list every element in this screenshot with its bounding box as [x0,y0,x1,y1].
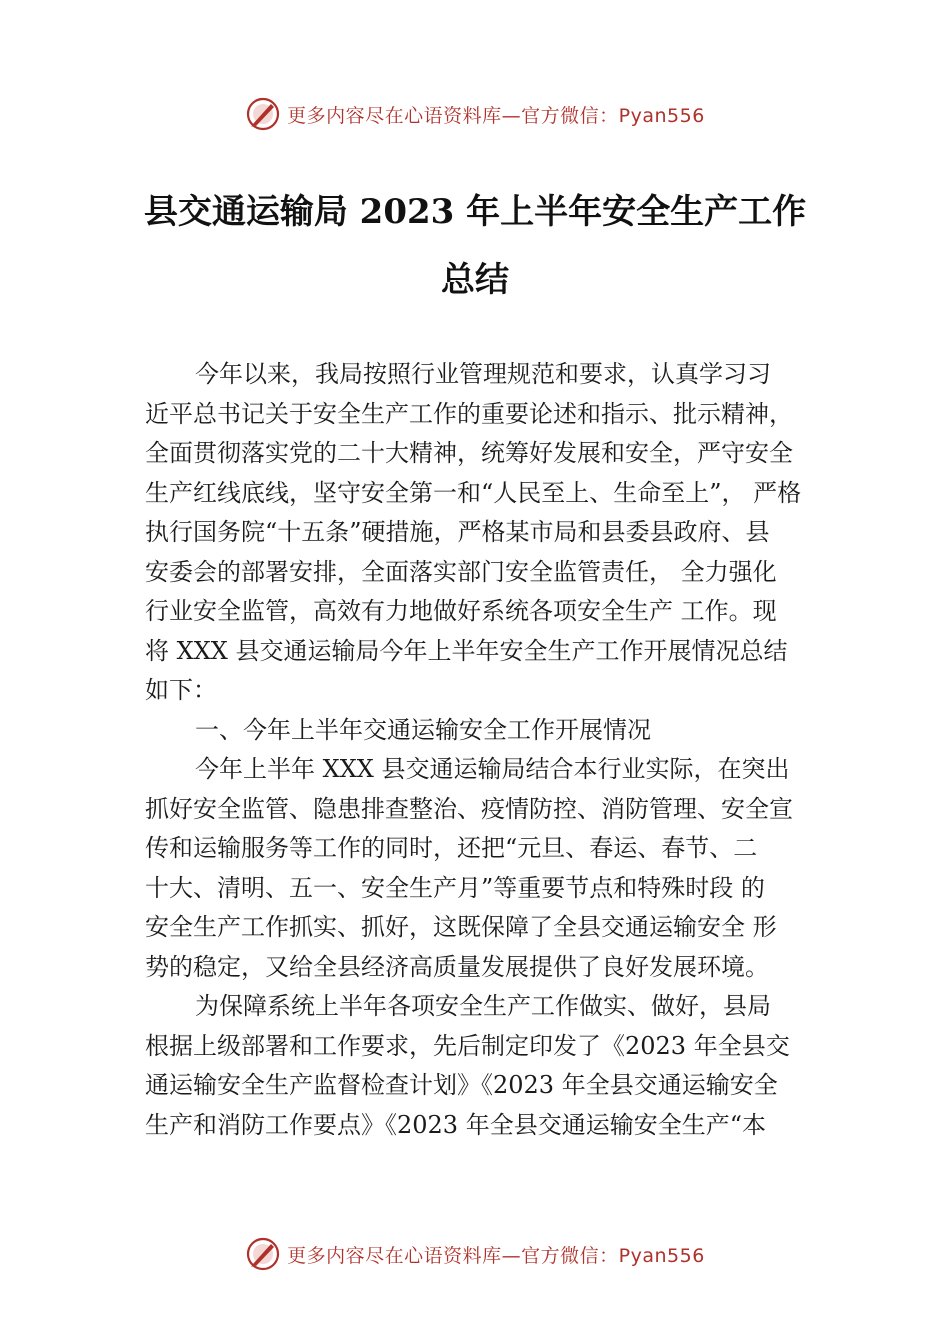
quill-seal-logo-icon [245,96,281,132]
body-line: 势的稳定，又给全县经济高质量发展提供了良好发展环境。 [145,952,769,981]
body-line: 如下： [145,676,217,704]
body-line: 行业安全监管，高效有力地做好系统各项安全生产 工作。现 [145,597,777,625]
title-line-2: 总结 [441,260,509,300]
body-line: 抓好安全监管、隐患排查整治、疫情防控、消防管理、安全宣 [145,794,793,823]
document-title [120,178,830,314]
title-line-1: 县交通运输局 2023 年上半年安全生产工作 [143,192,807,232]
body-line: 安委会的部署安排，全面落实部门安全监管责任， 全力强化 [145,557,777,586]
banner-text: 更多内容尽在心语资料库—官方微信：Pyan556 [287,104,705,127]
body-line: 根据上级部署和工作要求，先后制定印发了《2023 年全县交 [145,1031,790,1060]
body-line: 通运输安全生产监督检查计划》《2023 年全县交通运输安全 [145,1071,778,1099]
body-line: 生产和消防工作要点》《2023 年全县交通运输安全生产“本 [145,1110,766,1139]
body-line: 安全生产工作抓实、抓好，这既保障了全县交通运输安全 形 [145,913,777,941]
body-line: 十大、清明、五一、安全生产月”等重要节点和特殊时段 的 [145,873,765,902]
footer-watermark-banner [0,1232,950,1276]
body-line: 传和运输服务等工作的同时，还把“元旦、春运、春节、二 [145,834,758,862]
body-line: 执行国务院“十五条”硬措施，严格某市局和县委县政府、县 [145,518,770,546]
body-line: 生产红线底线，坚守安全第一和“人民至上、生命至上”， 严格 [145,478,802,507]
body-line: 将 XXX 县交通运输局今年上半年安全生产工作开展情况总结 [145,636,788,665]
document-body [145,355,835,1145]
body-line: 近平总书记关于安全生产工作的重要论述和指示、批示精神， [145,399,793,428]
body-line: 全面贯彻落实党的二十大精神，统筹好发展和安全，严守安全 [145,439,793,467]
banner-text: 更多内容尽在心语资料库—官方微信：Pyan556 [287,1244,705,1267]
body-line: 今年以来，我局按照行业管理规范和要求，认真学习习 [195,360,771,388]
quill-seal-logo-icon [245,1236,281,1272]
section-heading: 一、今年上半年交通运输安全工作开展情况 [195,715,651,744]
body-line: 今年上半年 XXX 县交通运输局结合本行业实际，在突出 [195,755,790,783]
header-watermark-banner [0,92,950,136]
body-line: 为保障系统上半年各项安全生产工作做实、做好，县局 [195,992,771,1020]
